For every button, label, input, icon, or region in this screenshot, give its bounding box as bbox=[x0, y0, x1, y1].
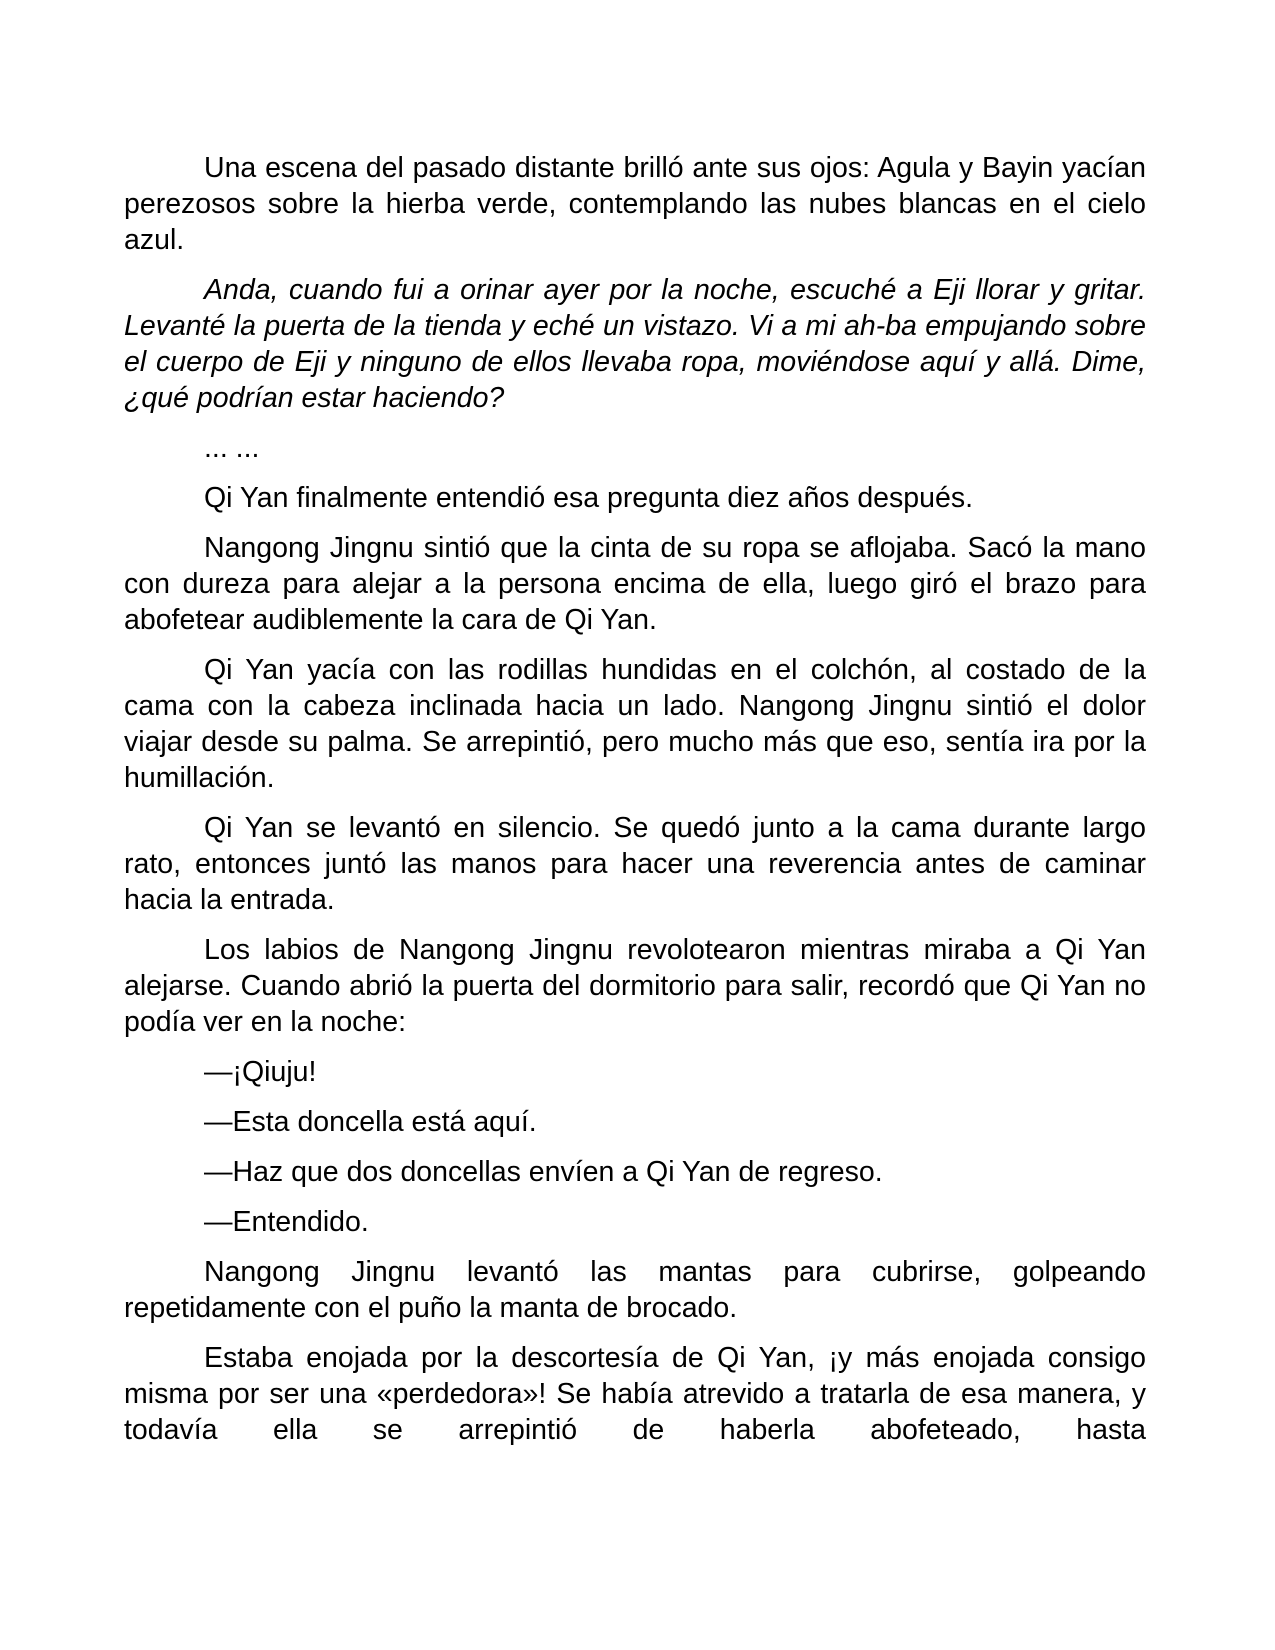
paragraph-8: Los labios de Nangong Jingnu revolotearon mientras miraba a Qi Yan alejarse. Cuando abrió la puerta del dormitorio para salir, recordó que Qi Yan no podía ver en la noche: bbox=[124, 934, 1146, 1038]
paragraph-13: Nangong Jingnu levantó las mantas para cubrirse, golpeando repetidamente con el puño la manta de brocado. bbox=[124, 1256, 1146, 1324]
dialogue-line-4: —Entendido. bbox=[204, 1206, 369, 1238]
dialogue-line-3: —Haz que dos doncellas envíen a Qi Yan de regreso. bbox=[204, 1156, 883, 1188]
paragraph-4: Qi Yan finalmente entendió esa pregunta diez años después. bbox=[204, 482, 973, 514]
paragraph-3-ellipsis: ... ... bbox=[204, 432, 260, 464]
paragraph-5: Nangong Jingnu sintió que la cinta de su ropa se aflojaba. Sacó la mano con dureza para alejar a la persona encima de ella, luego giró el brazo para abofetear audiblemente la cara de Qi Yan. bbox=[124, 532, 1146, 636]
dialogue-line-2: —Esta doncella está aquí. bbox=[204, 1106, 537, 1138]
paragraph-1: Una escena del pasado distante brilló ante sus ojos: Agula y Bayin yacían perezosos sobre la hierba verde, contemplando las nubes blancas en el cielo azul. bbox=[124, 152, 1146, 256]
paragraph-14-continued: Estaba enojada por la descortesía de Qi Yan, ¡y más enojada consigo misma por ser una «perdedora»! Se había atrevido a tratarla de esa manera, y todavía ella se arrepintió de haberla abofeteado, hasta bbox=[124, 1342, 1146, 1446]
paragraph-7: Qi Yan se levantó en silencio. Se quedó junto a la cama durante largo rato, entonces juntó las manos para hacer una reverencia antes de caminar hacia la entrada. bbox=[124, 812, 1146, 916]
paragraph-2-italic-memory: Anda, cuando fui a orinar ayer por la noche, escuché a Eji llorar y gritar. Levanté la puerta de la tienda y eché un vistazo. Vi a mi ah-ba empujando sobre el cuerpo de Eji y ninguno de ellos llevaba ropa, moviéndose aquí y allá. Dime, ¿qué podrían estar haciendo? bbox=[124, 274, 1146, 414]
paragraph-6: Qi Yan yacía con las rodillas hundidas en el colchón, al costado de la cama con la cabeza inclinada hacia un lado. Nangong Jingnu sintió el dolor viajar desde su palma. Se arrepintió, pero mucho más que eso, sentía ira por la humillación. bbox=[124, 654, 1146, 794]
document-page bbox=[124, 150, 1146, 1462]
dialogue-line-1: —¡Qiuju! bbox=[204, 1056, 317, 1088]
